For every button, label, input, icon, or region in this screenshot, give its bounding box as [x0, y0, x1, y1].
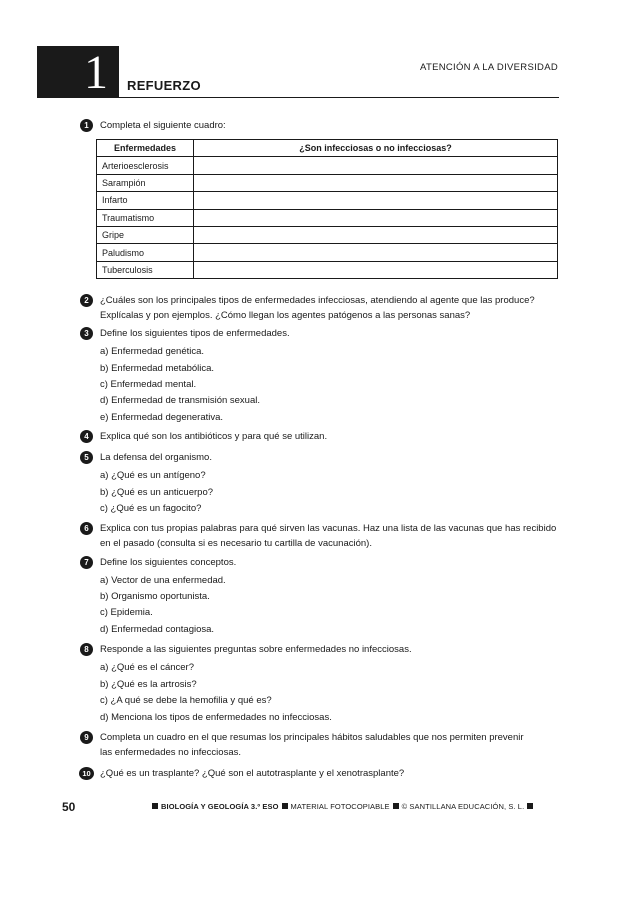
question-text: La defensa del organismo.	[100, 452, 212, 463]
square-bullet-icon	[152, 803, 158, 809]
list-item: a) Enfermedad genética.	[100, 346, 205, 357]
footer-material: MATERIAL FOTOCOPIABLE	[290, 802, 390, 811]
question-text: Explica qué son los antibióticos y para qué se utilizan.	[100, 431, 328, 442]
question-number: 3	[80, 327, 93, 340]
disease-name: Gripe	[97, 226, 194, 243]
question-number: 6	[80, 522, 93, 535]
disease-name: Traumatismo	[97, 209, 194, 226]
list-item: d) Enfermedad de transmisión sexual.	[100, 395, 260, 406]
list-item: e) Enfermedad degenerativa.	[100, 412, 224, 423]
square-bullet-icon	[393, 803, 399, 809]
question-number: 8	[80, 643, 93, 656]
table-row	[97, 261, 558, 278]
table-row	[97, 226, 558, 243]
col-header-infectious: ¿Son infecciosas o no infecciosas?	[194, 140, 558, 157]
disease-name: Paludismo	[97, 244, 194, 261]
question-text: Define los siguientes tipos de enfermedades.	[100, 328, 290, 339]
question-number: 2	[80, 294, 93, 307]
square-bullet-icon	[282, 803, 288, 809]
question-number: 9	[80, 731, 93, 744]
question-number: 10	[79, 767, 94, 780]
answer-cell[interactable]	[194, 192, 558, 209]
list-item: a) ¿Qué es un antígeno?	[100, 470, 206, 481]
page-number: 50	[62, 800, 76, 814]
question-text: Completa el siguiente cuadro:	[100, 120, 226, 131]
question-number: 5	[80, 451, 93, 464]
list-item: c) ¿A qué se debe la hemofilia y qué es?	[100, 695, 272, 706]
question-text: ¿Qué es un trasplante? ¿Qué son el autotrasplante y el xenotrasplante?	[100, 768, 405, 779]
square-bullet-icon	[527, 803, 533, 809]
disease-name: Sarampión	[97, 174, 194, 191]
question-text: Completa un cuadro en el que resumas los principales hábitos saludables que nos permiten prevenir las enfermedades no infecciosas.	[100, 732, 524, 758]
table-row	[97, 244, 558, 261]
list-item: b) Enfermedad metabólica.	[100, 363, 215, 374]
answer-cell[interactable]	[194, 261, 558, 278]
list-item: a) ¿Qué es el cáncer?	[100, 662, 194, 673]
question-number: 4	[80, 430, 93, 443]
disease-name: Infarto	[97, 192, 194, 209]
answer-cell[interactable]	[194, 174, 558, 191]
question-number: 1	[80, 119, 93, 132]
unit-number: 1	[84, 46, 108, 99]
list-item: b) ¿Qué es un anticuerpo?	[100, 487, 214, 498]
list-item: b) ¿Qué es la artrosis?	[100, 679, 197, 690]
table-row	[97, 174, 558, 191]
list-item: c) ¿Qué es un fagocito?	[100, 503, 202, 514]
list-item: d) Enfermedad contagiosa.	[100, 624, 215, 635]
table-header-row	[97, 140, 558, 157]
section-title: REFUERZO	[127, 78, 201, 93]
question-text: Explica con tus propias palabras para qué sirven las vacunas. Haz una lista de las vacunas que has recibido en el pasado (consulta si es necesario tu cartilla de vacunación).	[100, 523, 557, 549]
list-item: a) Vector de una enfermedad.	[100, 575, 226, 586]
section-label: ATENCIÓN A LA DIVERSIDAD	[420, 62, 558, 73]
answer-cell[interactable]	[194, 157, 558, 174]
header-divider	[119, 97, 559, 98]
table-row	[97, 157, 558, 174]
footer-book: BIOLOGÍA Y GEOLOGÍA 3.º ESO	[161, 802, 279, 811]
footer-credits	[149, 802, 536, 811]
answer-cell[interactable]	[194, 244, 558, 261]
question-text: Responde a las siguientes preguntas sobre enfermedades no infecciosas.	[100, 644, 412, 655]
table-row	[97, 209, 558, 226]
list-item: c) Enfermedad mental.	[100, 379, 197, 390]
list-item: d) Menciona los tipos de enfermedades no infecciosas.	[100, 712, 332, 723]
page-footer	[0, 800, 638, 814]
footer-copyright: © SANTILLANA EDUCACIÓN, S. L.	[401, 802, 525, 811]
list-item: c) Epidemia.	[100, 607, 153, 618]
question-number: 7	[80, 556, 93, 569]
table-row	[97, 192, 558, 209]
disease-name: Tuberculosis	[97, 261, 194, 278]
question-text: ¿Cuáles son los principales tipos de enfermedades infecciosas, atendiendo al agente que las produce? Explícalas y pon ejemplos. ¿Cómo llegan los agentes patógenos a las personas sanas?	[100, 295, 535, 321]
col-header-diseases: Enfermedades	[97, 140, 194, 157]
answer-cell[interactable]	[194, 226, 558, 243]
list-item: b) Organismo oportunista.	[100, 591, 210, 602]
disease-table	[96, 139, 558, 279]
answer-cell[interactable]	[194, 209, 558, 226]
disease-name: Arterioesclerosis	[97, 157, 194, 174]
question-text: Define los siguientes conceptos.	[100, 557, 237, 568]
